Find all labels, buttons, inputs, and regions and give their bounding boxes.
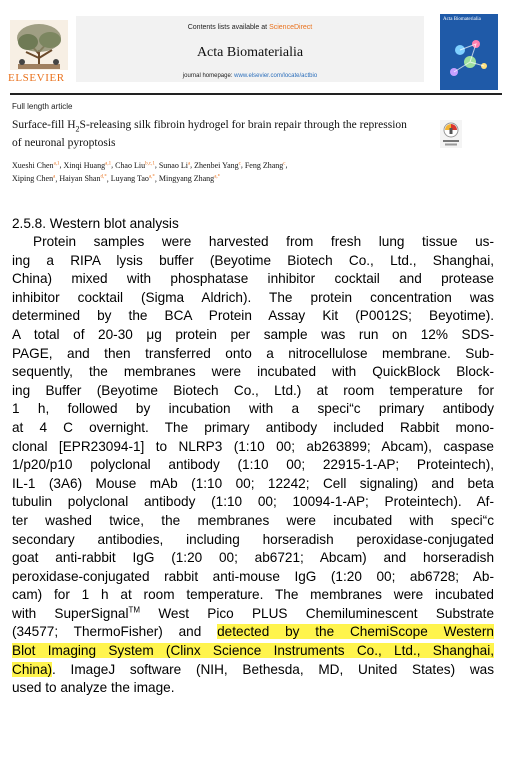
contents-line: [76, 24, 424, 31]
text-line: clonal [EPR23094-1] to NLRP3 (1:10 00; ab263899; Abcam), caspase: [12, 438, 494, 454]
section-heading: 2.5.8. Western blot analysis: [12, 216, 179, 231]
text-line: cam) for 1 h at room temperature. The membranes were incubated: [12, 587, 494, 603]
trademark-superscript: TM: [128, 605, 141, 615]
author[interactable]: Haiyan Shan$^{d,*}$: [59, 174, 107, 184]
text-line: IL-1 (3A6) Mouse mAb (1:10 00; 12242; Cell signaling) and beta: [12, 475, 494, 491]
text-line: ing Buffer (Beyotime Biotech Co., Ltd.) at room temperature for: [12, 382, 494, 398]
text-line: 1/p20/p10 polyclonal antibody (1:10 00; 22915-1-AP; Proteintech),: [12, 457, 494, 473]
text-line: goat anti-rabbit IgG (1:20 00; ab6721; Abcam) and horseradish: [12, 550, 494, 566]
text-line: 1 h, followed by incubation with a speci“c primary antibody: [12, 401, 494, 417]
text-line: with SuperSignal™ West Pico PLUS Chemiluminescent Substrate: [12, 605, 495, 621]
author[interactable]: Feng Zhang$^c$: [244, 160, 286, 170]
highlighted-text: Blot Imaging System (Clinx Science Instruments Co., Ltd., Shanghai,: [12, 643, 494, 659]
author-list: Xueshi Chen$^{a,1}$, Xinqi Huang$^{a,1}$, Chao Liu$^{b,c,1}$, Sunao Li$^a$, Zhenbei Yang$^c$, Feng Zhang$^c$, Xiping Chen$^a$, Haiyan Shan$^{d,*}$, Luyang Tao$^{a,*}$, Mingyang Zhang$^{a,*}$: [12, 160, 288, 184]
text-line: used to analyze the image.: [12, 680, 175, 696]
cover-title: Acta Biomaterialia: [443, 17, 481, 22]
author[interactable]: Luyang Tao$^{a,*}$: [110, 174, 155, 184]
author[interactable]: Chao Liu$^{b,c,1}$: [115, 160, 155, 170]
text-line: inhibitor cocktail (Sigma Aldrich). The protein concentration was: [12, 289, 494, 305]
author[interactable]: Xinqi Huang$^{a,1}$: [63, 160, 112, 170]
journal-title: Acta Biomaterialia: [196, 45, 304, 60]
article-type: Full length article: [12, 102, 73, 111]
author[interactable]: Mingyang Zhang$^{a,*}$: [158, 174, 221, 184]
author[interactable]: Zhenbei Yang$^c$: [194, 160, 241, 170]
highlighted-text: detected by the ChemiScope Western: [217, 624, 494, 640]
text-line: determined by the BCA Protein Assay Kit (P0012S; Beyotime).: [12, 308, 494, 324]
text-line: secondary antibodies, including horseradish peroxidase-conjugated: [12, 531, 494, 547]
text-line: ter washed twice, the membranes were incubated with speci“c: [12, 512, 494, 528]
sciencedirect-link[interactable]: ScienceDirect: [269, 24, 313, 31]
highlighted-text: China): [12, 661, 53, 677]
journal-cover-image: [440, 14, 498, 90]
text-line: sequently, the membranes were incubated with QuickBlock Block-: [12, 364, 494, 380]
publisher-wordmark: ELSEVIER: [8, 72, 65, 84]
text-line: China) mixed with phosphatase inhibitor cocktail and protease: [12, 271, 494, 287]
author[interactable]: Xiping Chen$^a$: [12, 174, 56, 184]
homepage-prefix: journal homepage:: [182, 73, 235, 79]
text-line: PAGE, and then transferred onto a nitrocellulose membrane. Sub-: [12, 345, 494, 361]
text-line: tubulin polyclonal antibody (1:10 00; 10094-1-AP; Proteintech). Af-: [12, 494, 494, 510]
homepage-link[interactable]: www.elsevier.com/locate/actbio: [234, 73, 318, 79]
text-line: [12, 642, 494, 661]
cover-artwork: [440, 14, 498, 90]
contents-prefix: Contents lists available at: [187, 24, 270, 31]
title-part-1: Surface-fill H: [12, 119, 76, 131]
text-line: at 4 C overnight. The primary antibody included Rabbit mono-: [12, 419, 494, 435]
text-line: (34577; ThermoFisher) and detected by the ChemiScope Western: [12, 624, 494, 640]
text-line: China). ImageJ software (NIH, Bethesda, MD, United States) was: [12, 661, 494, 677]
header-rule: [10, 93, 502, 95]
article-title: [12, 118, 416, 151]
text-line: Protein samples were harvested from fresh lung tissue us-: [33, 234, 494, 249]
text-line: A total of 20-30 μg protein per sample was run on 12% SDS-: [12, 326, 494, 342]
text-line: peroxidase-conjugated rabbit anti-mouse IgG (1:20 00; ab6728; Ab-: [12, 568, 494, 584]
journal-homepage: [76, 73, 424, 79]
method-paragraph: [12, 233, 494, 698]
author[interactable]: Sunao Li$^a$: [158, 160, 191, 170]
journal-header: [0, 0, 514, 200]
author[interactable]: Xueshi Chen$^{a,1}$: [12, 160, 60, 170]
crossmark-icon[interactable]: [440, 120, 462, 148]
journal-banner: [76, 16, 424, 82]
title-subscript: 2: [75, 124, 80, 134]
title-part-2: S-releasing silk fibroin hydrogel for brain repair through the repression of neuronal pyroptosis: [12, 119, 407, 150]
text-line: ing a RIPA lysis buffer (Beyotime Biotech Co., Ltd., Shanghai,: [12, 252, 494, 268]
